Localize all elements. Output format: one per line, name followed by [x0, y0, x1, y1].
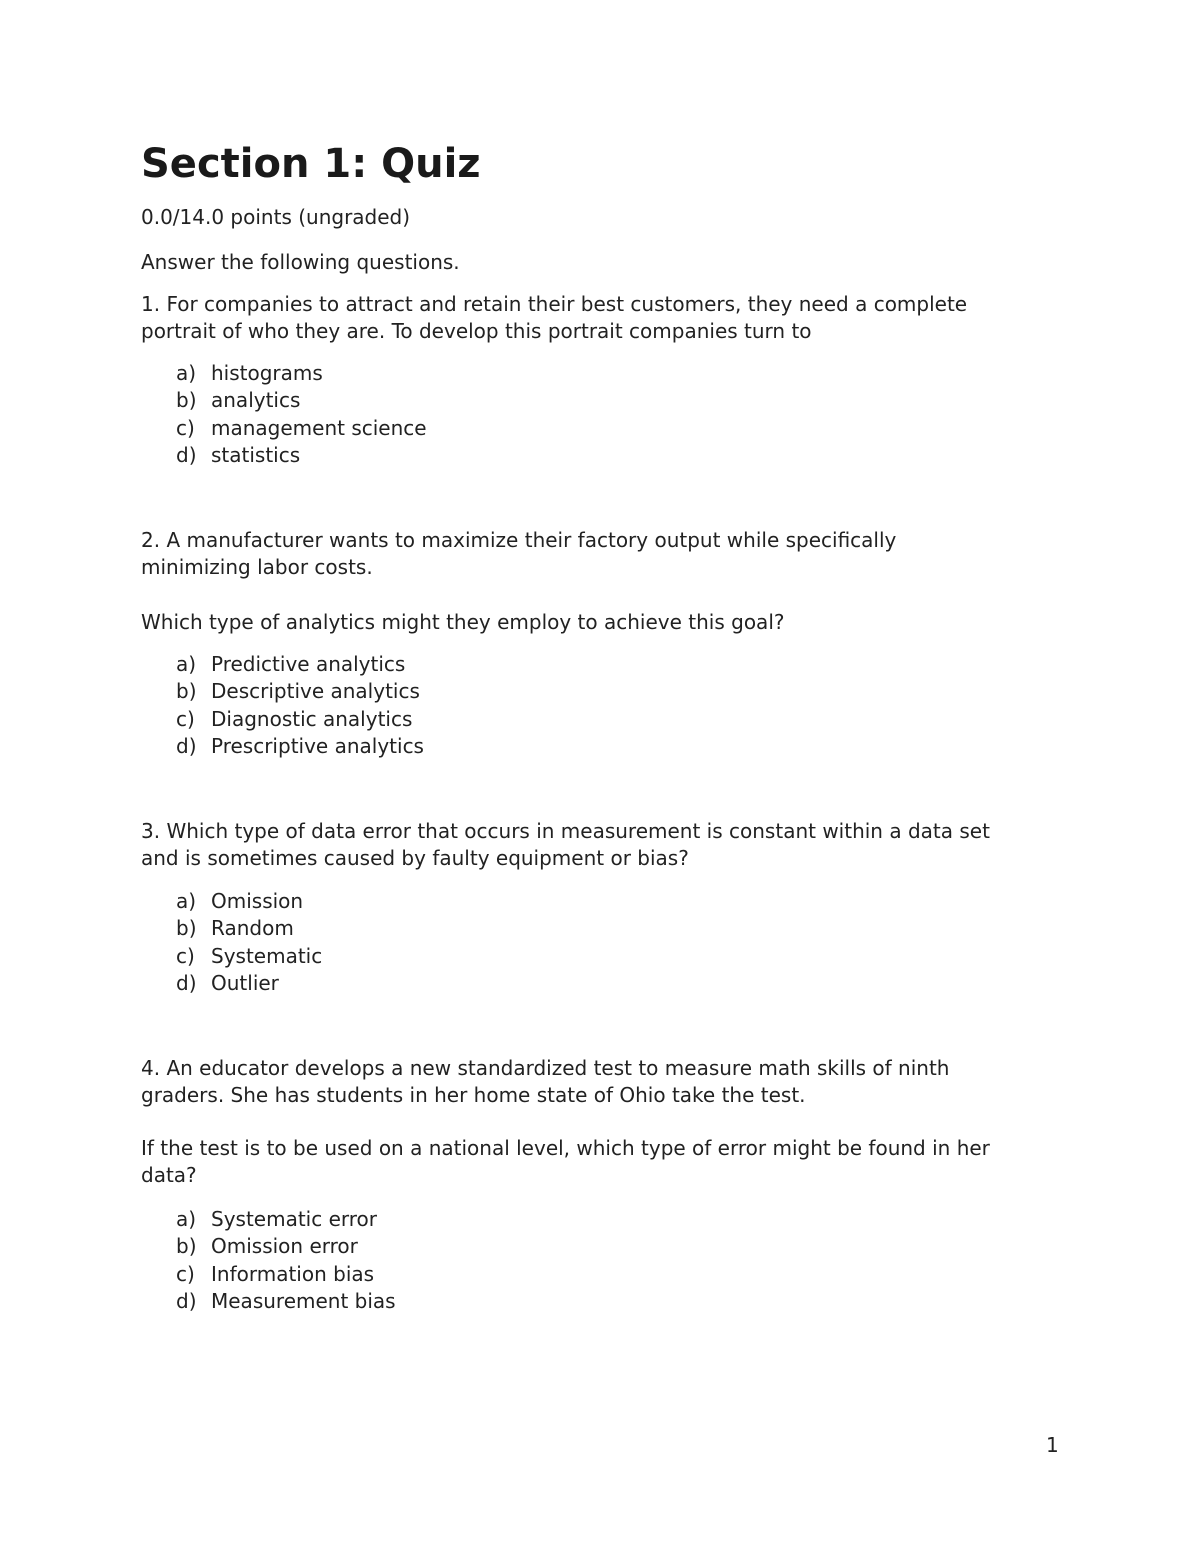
question-2-options [176, 651, 424, 760]
option-letter: a) [176, 1207, 197, 1231]
page-title: Section 1: Quiz [141, 141, 481, 187]
question-text-line: 2. A manufacturer wants to maximize their factory output while specifically [141, 528, 897, 552]
question-text-line: 1. For companies to attract and retain their best customers, they need a complete [141, 292, 968, 316]
option-text: histograms [211, 361, 323, 385]
option-text: Descriptive analytics [211, 679, 420, 704]
option-letter: c) [176, 415, 195, 440]
prompt-line: If the test is to be used on a national level, which type of error might be found in her [141, 1136, 990, 1160]
question-3-text [141, 818, 1081, 872]
option-letter: b) [176, 679, 197, 704]
option-letter: d) [176, 970, 197, 995]
question-text-line: 4. An educator develops a new standardized test to measure math skills of ninth [141, 1056, 950, 1080]
question-4-prompt [141, 1135, 1081, 1189]
question-text-line: graders. She has students in her home state of Ohio take the test. [141, 1083, 806, 1107]
answer-option[interactable] [176, 678, 424, 705]
question-1-text [141, 291, 1081, 345]
answer-option[interactable] [176, 387, 427, 414]
question-text-line: 3. Which type of data error that occurs in measurement is constant within a data set [141, 819, 990, 843]
option-text: Diagnostic analytics [211, 706, 413, 731]
option-letter: a) [176, 652, 197, 676]
answer-option[interactable] [176, 651, 424, 678]
answer-option[interactable] [176, 1288, 396, 1315]
option-letter: b) [176, 916, 197, 941]
option-text: Outlier [211, 970, 279, 995]
answer-option[interactable] [176, 706, 424, 733]
answer-option[interactable] [176, 1206, 396, 1233]
answer-option[interactable] [176, 360, 427, 387]
question-1-options [176, 360, 427, 469]
answer-option[interactable] [176, 915, 322, 942]
page-number: 1 [1046, 1433, 1059, 1457]
option-text: Prescriptive analytics [211, 733, 424, 758]
instructions-text: Answer the following questions. [141, 250, 460, 274]
option-text: Random [211, 916, 294, 941]
option-text: management science [211, 415, 427, 440]
answer-option[interactable] [176, 1261, 396, 1288]
option-text: analytics [211, 388, 301, 413]
option-letter: c) [176, 706, 195, 731]
answer-option[interactable] [176, 1233, 396, 1260]
answer-option[interactable] [176, 442, 427, 469]
option-text: Information bias [211, 1261, 375, 1286]
question-2-text [141, 527, 1081, 581]
option-letter: c) [176, 943, 195, 968]
question-text-line: and is sometimes caused by faulty equipment or bias? [141, 846, 689, 870]
points-text: 0.0/14.0 points (ungraded) [141, 205, 411, 229]
question-text-line: portrait of who they are. To develop this portrait companies turn to [141, 319, 812, 343]
option-text: Omission [211, 889, 304, 913]
option-letter: c) [176, 1261, 195, 1286]
question-4-options [176, 1206, 396, 1315]
option-letter: b) [176, 388, 197, 413]
question-2-prompt: Which type of analytics might they employ to achieve this goal? [141, 610, 785, 634]
option-letter: d) [176, 733, 197, 758]
option-text: Omission error [211, 1234, 358, 1259]
question-text-line: minimizing labor costs. [141, 555, 373, 579]
option-letter: a) [176, 361, 197, 385]
option-letter: d) [176, 1288, 197, 1313]
answer-option[interactable] [176, 733, 424, 760]
question-3-options [176, 888, 322, 997]
option-text: Systematic error [211, 1207, 378, 1231]
answer-option[interactable] [176, 415, 427, 442]
option-text: Measurement bias [211, 1288, 396, 1313]
answer-option[interactable] [176, 970, 322, 997]
option-letter: d) [176, 442, 197, 467]
option-letter: b) [176, 1234, 197, 1259]
answer-option[interactable] [176, 943, 322, 970]
prompt-line: data? [141, 1163, 197, 1187]
question-4-text [141, 1055, 1081, 1109]
option-text: Predictive analytics [211, 652, 406, 676]
answer-option[interactable] [176, 888, 322, 915]
option-letter: a) [176, 889, 197, 913]
option-text: statistics [211, 442, 301, 467]
option-text: Systematic [211, 943, 323, 968]
